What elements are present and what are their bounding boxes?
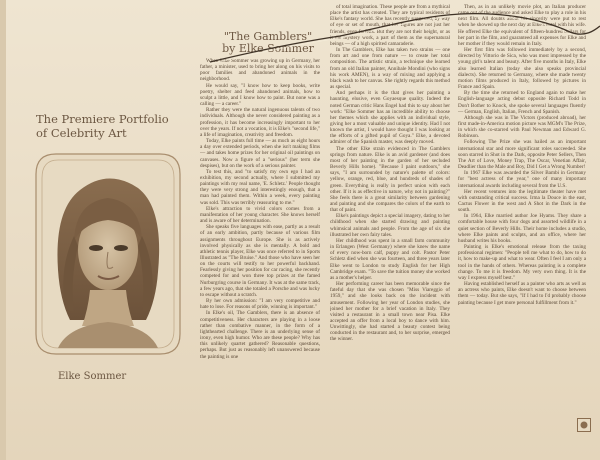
paragraph: Her recent ventures into the legitimate theater have met with outstanding critical success. Irma la Douce in the east, Cactus Flower in the west and A Shot in the Dark in the south. bbox=[458, 188, 586, 214]
article-title: "The Gamblers" by Elke Sommer bbox=[222, 30, 314, 55]
paragraph: Elke's paintings depict a special imagery, dating to her childhood when she started drawing and painting whimsical animals and people. From the age of six she illustrated her own fairy tales. bbox=[330, 213, 450, 238]
paragraph: He would say, "I know how to keep books, write poetry, shelter and feed abandoned animals, how to sculpt a little, and I know how to paint. But none was a calling — a career." bbox=[200, 82, 320, 108]
portfolio-heading bbox=[36, 112, 186, 140]
paragraph: To test this, and "to satisfy my own ego I had an exhibition, my second actually, where I submitted my paintings with my real name, 'E. Schletz.' People thought they were very strong and interestingly enough, that a man had painted them. Within a week, every painting was sold. This was terribly reassuring to me." bbox=[200, 168, 320, 206]
portrait-eye-left bbox=[89, 245, 103, 251]
paragraph: Her first film was followed immediately by a second, directed by Vittorio de Sica, who was most impressed by the young girl's talent and beauty. After five months in Italy, Elke also learned Italian (today she also speaks provincial dialects). She returned to Germany, where she made twenty motion films produced in Italy, followed by pictures in France and Spain. bbox=[458, 47, 586, 91]
portfolio-heading-text: The Premiere Portfolio of Celebrity Art bbox=[36, 112, 169, 140]
page-gutter bbox=[0, 0, 6, 460]
paragraph: Painting is Elke's emotional release from the taxing professional regimen: "People tell me what to do, how to do it, how to make-up and what to wear. Often I feel I am only a tool in the hands of others. Whereas painting is a complete change. To me it is freedom. My very own thing. It is the way I express myself best." bbox=[458, 244, 586, 281]
portrait-eye-right bbox=[114, 245, 128, 251]
paragraph: In The Gamblers, Elke has taken two strains — one from art and one from nature — to create her total composition. The artistic strain, a technique she learned from an old Italian painter, Annibale Mondini (who signs his work AMEN), is a way of mixing and applying a black wash to her canvas. She rightly regards this method as special. bbox=[330, 47, 450, 91]
paragraph: Her childhood was spent in a small farm community in Erlangen (West Germany) where she knew the name of every now-born calf, puppy and colt. Pastor Peter Schletz died when she was fourteen, and three years later Elke went to London to study English for her High Cambridge exam. "To save the tuition money she worked as a mother's helper. bbox=[330, 237, 450, 281]
paragraph: In 1967 Elke was awarded the Silver Bambi in Germany for "best actress of the year," one of many important international awards including several from the U.S. bbox=[458, 170, 586, 189]
paragraph: By the time she returned to England again to make her English-language acting debut opposite Richard Todd in Don't Bother to Knock, she spoke several languages fluently — German, English, Italian, French and Spanish. bbox=[458, 90, 586, 115]
paragraph: In 1964, Elke married author Joe Hyams. They share a comfortable house with four dogs and assorted wildlife in a quiet section of Beverly Hills. Their home includes a studio, where Elke paints and sculpts, and an office, where her husband writes his books. bbox=[458, 213, 586, 244]
paragraph: And perhaps it is the that gives her painting a haunting, elusive, even Goyaesque quality. Indeed the noted German critic Hans Engel had this to say about her work: "Elke Sommer has an incredible ability to choose her themes which she applies with an individual style, giving her a most valuable and unique identity. Had I not known the artist, I would have thought I was looking at the efforts of a gifted pupil of Goya." Elke, a devoted admirer of the Spanish master, was deeply moved. bbox=[330, 90, 450, 146]
paragraph: By her own admission: "I am very competitive and hate to lose. For reasons of pride, winning is important." bbox=[200, 298, 320, 311]
paragraph: Following The Prize she was hailed as an important international star and more significant roles succeeded. She soon starred in Shot in the Dark, opposite Peter Sellers, Then The Art of Love, Money Trap, The Oscar, Venetian Affair, Deadlier than the Male and Boy, Did I Get a Wrong Number! bbox=[458, 139, 586, 171]
article-column-3 bbox=[458, 4, 586, 456]
portrait-caption: Elke Sommer bbox=[58, 371, 127, 382]
article-column-2 bbox=[330, 4, 450, 456]
paragraph: Rather they were the natural ingenuous talents of two individuals. Although she never considered painting as a profession, it has become increasingly important to her over the years. If not a vocation, it is Elke's "second life," a life of imagination, creativity and freedom. bbox=[200, 107, 320, 138]
paragraph: Today, Elke paints full time — as much as eight hours a day over extended periods, when she isn't making films — and takes home prizes for her original oil paintings on canvases. Now a figure of a "serious" (her term she despises), but on the work of a serious painter. bbox=[200, 138, 320, 169]
paragraph: She speaks five languages with ease, partly as a result of an early ambition, partly because of various film assignments throughout Europe. She is as actively involved physically as she is mentally. A bold and athletic tennis player, Elke was once referred to in Sports Illustrated as "The Bruise." And those who have seen her on the courts will testify to her powerful backhand. Fearlessly giving her position for car racing, she recently competed for and won three top prizes at the famed Nurburgring course in Germany. It was at the same track, a few years ago, that she totaled a Porsche and was lucky to escape without a scratch. bbox=[200, 224, 320, 298]
paragraph: Having established herself as a painter who arts as well as an actress who paints, Elke doesn't want to choose between them — today. But she says, "If I had to I'd probably choose painting because I get more personal fulfillment from it." bbox=[458, 281, 586, 306]
portrait-illustration bbox=[28, 150, 188, 358]
portrait-neck bbox=[82, 290, 134, 326]
paragraph: The other Elke strain evidenced in The Gamblers springs from nature. Elke is an avid gardener (and does most of her painting in the garden of her secluded Beverly Hills home). "Because I paint outdoors," she says, "I am surrounded by nature's palette of colors: yellow, orange, red, blue, and hundreds of shades of green. Everything is really in perfect union with each other. If it is as effective in nature, why not in painting?" She feels there is a great similarity between gardening and painting and she compares the colors of the earth to that of paint. bbox=[330, 145, 450, 214]
article-column-1 bbox=[200, 58, 320, 456]
paragraph: In Elke's oil, The Gamblers, there is an absence of competitiveness. Her characters are playing in a loose rather than combative manner, in the form of a lighthearted challenge. There is an underlying sense of irony, even high humor. Who are these people? Why has this unlikely quartet gathered? Reasonable questions, perhaps. But just as reasonably left unanswered because the painting is one bbox=[200, 310, 320, 360]
paragraph: When Elke Sommer was growing up in Germany, her father, a minister, used to bring her along on his visits to poor families and abandoned animals in the neighborhood. bbox=[200, 58, 320, 83]
paragraph: Elke's attraction to vivid colors comes from a manifestation of her young character. She knows herself and is aware of her determination. bbox=[200, 205, 320, 225]
paragraph: of total imagination. These people are from a mythical place the artist has created. They are typical residents of Elke's fantasy world. She has recently suggested, by way of eye or set of mouth, that her figures are not just her friends, even forfeits. But they are not their height, or as it the mystery work, a part of them as the supernatural beings — of a high spirited camaraderie. bbox=[330, 4, 450, 47]
paragraph: Although she was in The Victors (produced abroad), her first made-in-America motion picture was MGM's The Prize, in which she co-starred with Paul Newman and Edward G. Robinson. bbox=[458, 114, 586, 140]
paragraph: Then, as in an unlikely movie plot, an Italian producer came out of the audience and asked Elke to play a role in his next film. All doubts about his sincerity were put to rest when he showed up the next day at Elke's hotel with his wife. He offered Elke the equivalent of fifteen-hundred dollars for her part in the film, and guaranteed all expenses for Elke and her mother if they would remain in Italy. bbox=[458, 4, 586, 47]
publisher-logo-icon bbox=[577, 418, 591, 432]
paragraph: Her performing career has been memorable since the fateful day that she was chosen "Miss Viareggio of 1959," and she looks back on the incident with amusement. Following her year of London studies, she joined her mother for a brief vacation in Italy. They visited a restaurant in a small town near Pisa. Elke accepted an offer from a local boy to dance with him. Unwittingly, she had started a beauty contest being conducted in the restaurant and, to her surprise, emerged the winner. bbox=[330, 281, 450, 343]
